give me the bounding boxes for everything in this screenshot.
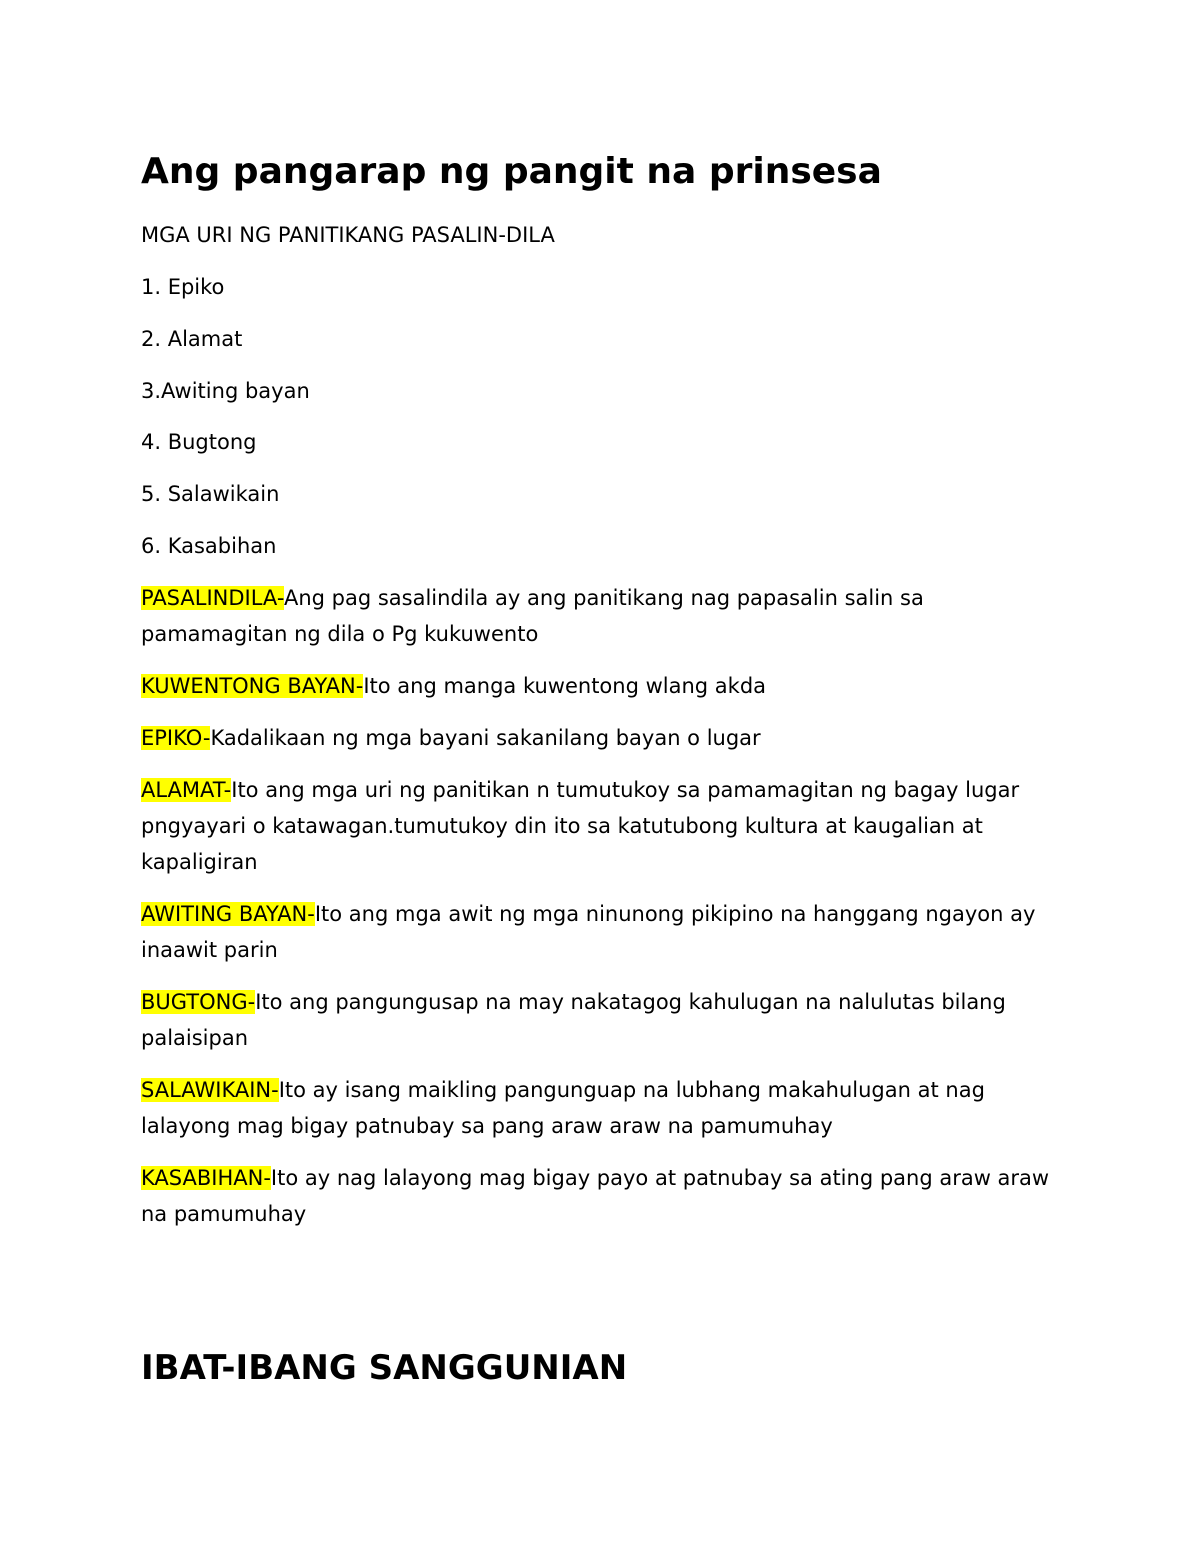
highlighted-term: EPIKO- [141, 726, 211, 750]
highlighted-term: ALAMAT- [141, 778, 232, 802]
definition-paragraph [141, 772, 1071, 880]
highlighted-term: KUWENTONG BAYAN- [141, 674, 364, 698]
definition-paragraph [141, 720, 1071, 756]
definition-text: Ang pag sasalindila ay ang panitikang nag papasalin salin sa pamamagitan ng dila o Pg kukuwento [141, 586, 924, 646]
definition-text: Kadalikaan ng mga bayani sakanilang bayan o lugar [210, 726, 761, 750]
list-item: 6. Kasabihan [141, 534, 277, 558]
definition-text: Ito ay isang maikling pangunguap na lubhang makahulugan at nag lalayong mag bigay patnubay sa pang araw araw na pamumuhay [141, 1078, 985, 1138]
highlighted-term: PASALINDILA- [141, 586, 284, 610]
section-subtitle: MGA URI NG PANITIKANG PASALIN-DILA [141, 223, 555, 247]
definition-text: Ito ay nag lalayong mag bigay payo at patnubay sa ating pang araw araw na pamumuhay [141, 1166, 1050, 1226]
definition-paragraph [141, 580, 1071, 652]
list-item: 4. Bugtong [141, 430, 257, 454]
highlighted-term: SALAWIKAIN- [141, 1078, 279, 1102]
list-item: 1. Epiko [141, 275, 225, 299]
list-item: 3.Awiting bayan [141, 379, 310, 403]
definition-paragraph [141, 1160, 1071, 1232]
definition-paragraph [141, 896, 1071, 968]
definition-text: Ito ang mga uri ng panitikan n tumutukoy sa pamamagitan ng bagay lugar pngyayari o katawagan.tumutukoy din ito sa katutubong kultura at kaugalian at kapaligiran [141, 778, 1020, 874]
definition-paragraph [141, 668, 1071, 704]
definition-text: Ito ang manga kuwentong wlang akda [363, 674, 767, 698]
definition-text: Ito ang mga awit ng mga ninunong pikipino na hanggang ngayon ay inaawit parin [141, 902, 1036, 962]
highlighted-term: KASABIHAN- [141, 1166, 271, 1190]
highlighted-term: BUGTONG- [141, 990, 256, 1014]
list-item: 2. Alamat [141, 327, 243, 351]
definition-paragraph [141, 984, 1071, 1056]
definition-paragraph [141, 1072, 1071, 1144]
document-title: Ang pangarap ng pangit na prinsesa [141, 151, 882, 192]
highlighted-term: AWITING BAYAN- [141, 902, 315, 926]
definition-text: Ito ang pangungusap na may nakatagog kahulugan na nalulutas bilang palaisipan [141, 990, 1006, 1050]
list-item: 5. Salawikain [141, 482, 280, 506]
section-heading: IBAT-IBANG SANGGUNIAN [141, 1348, 628, 1388]
